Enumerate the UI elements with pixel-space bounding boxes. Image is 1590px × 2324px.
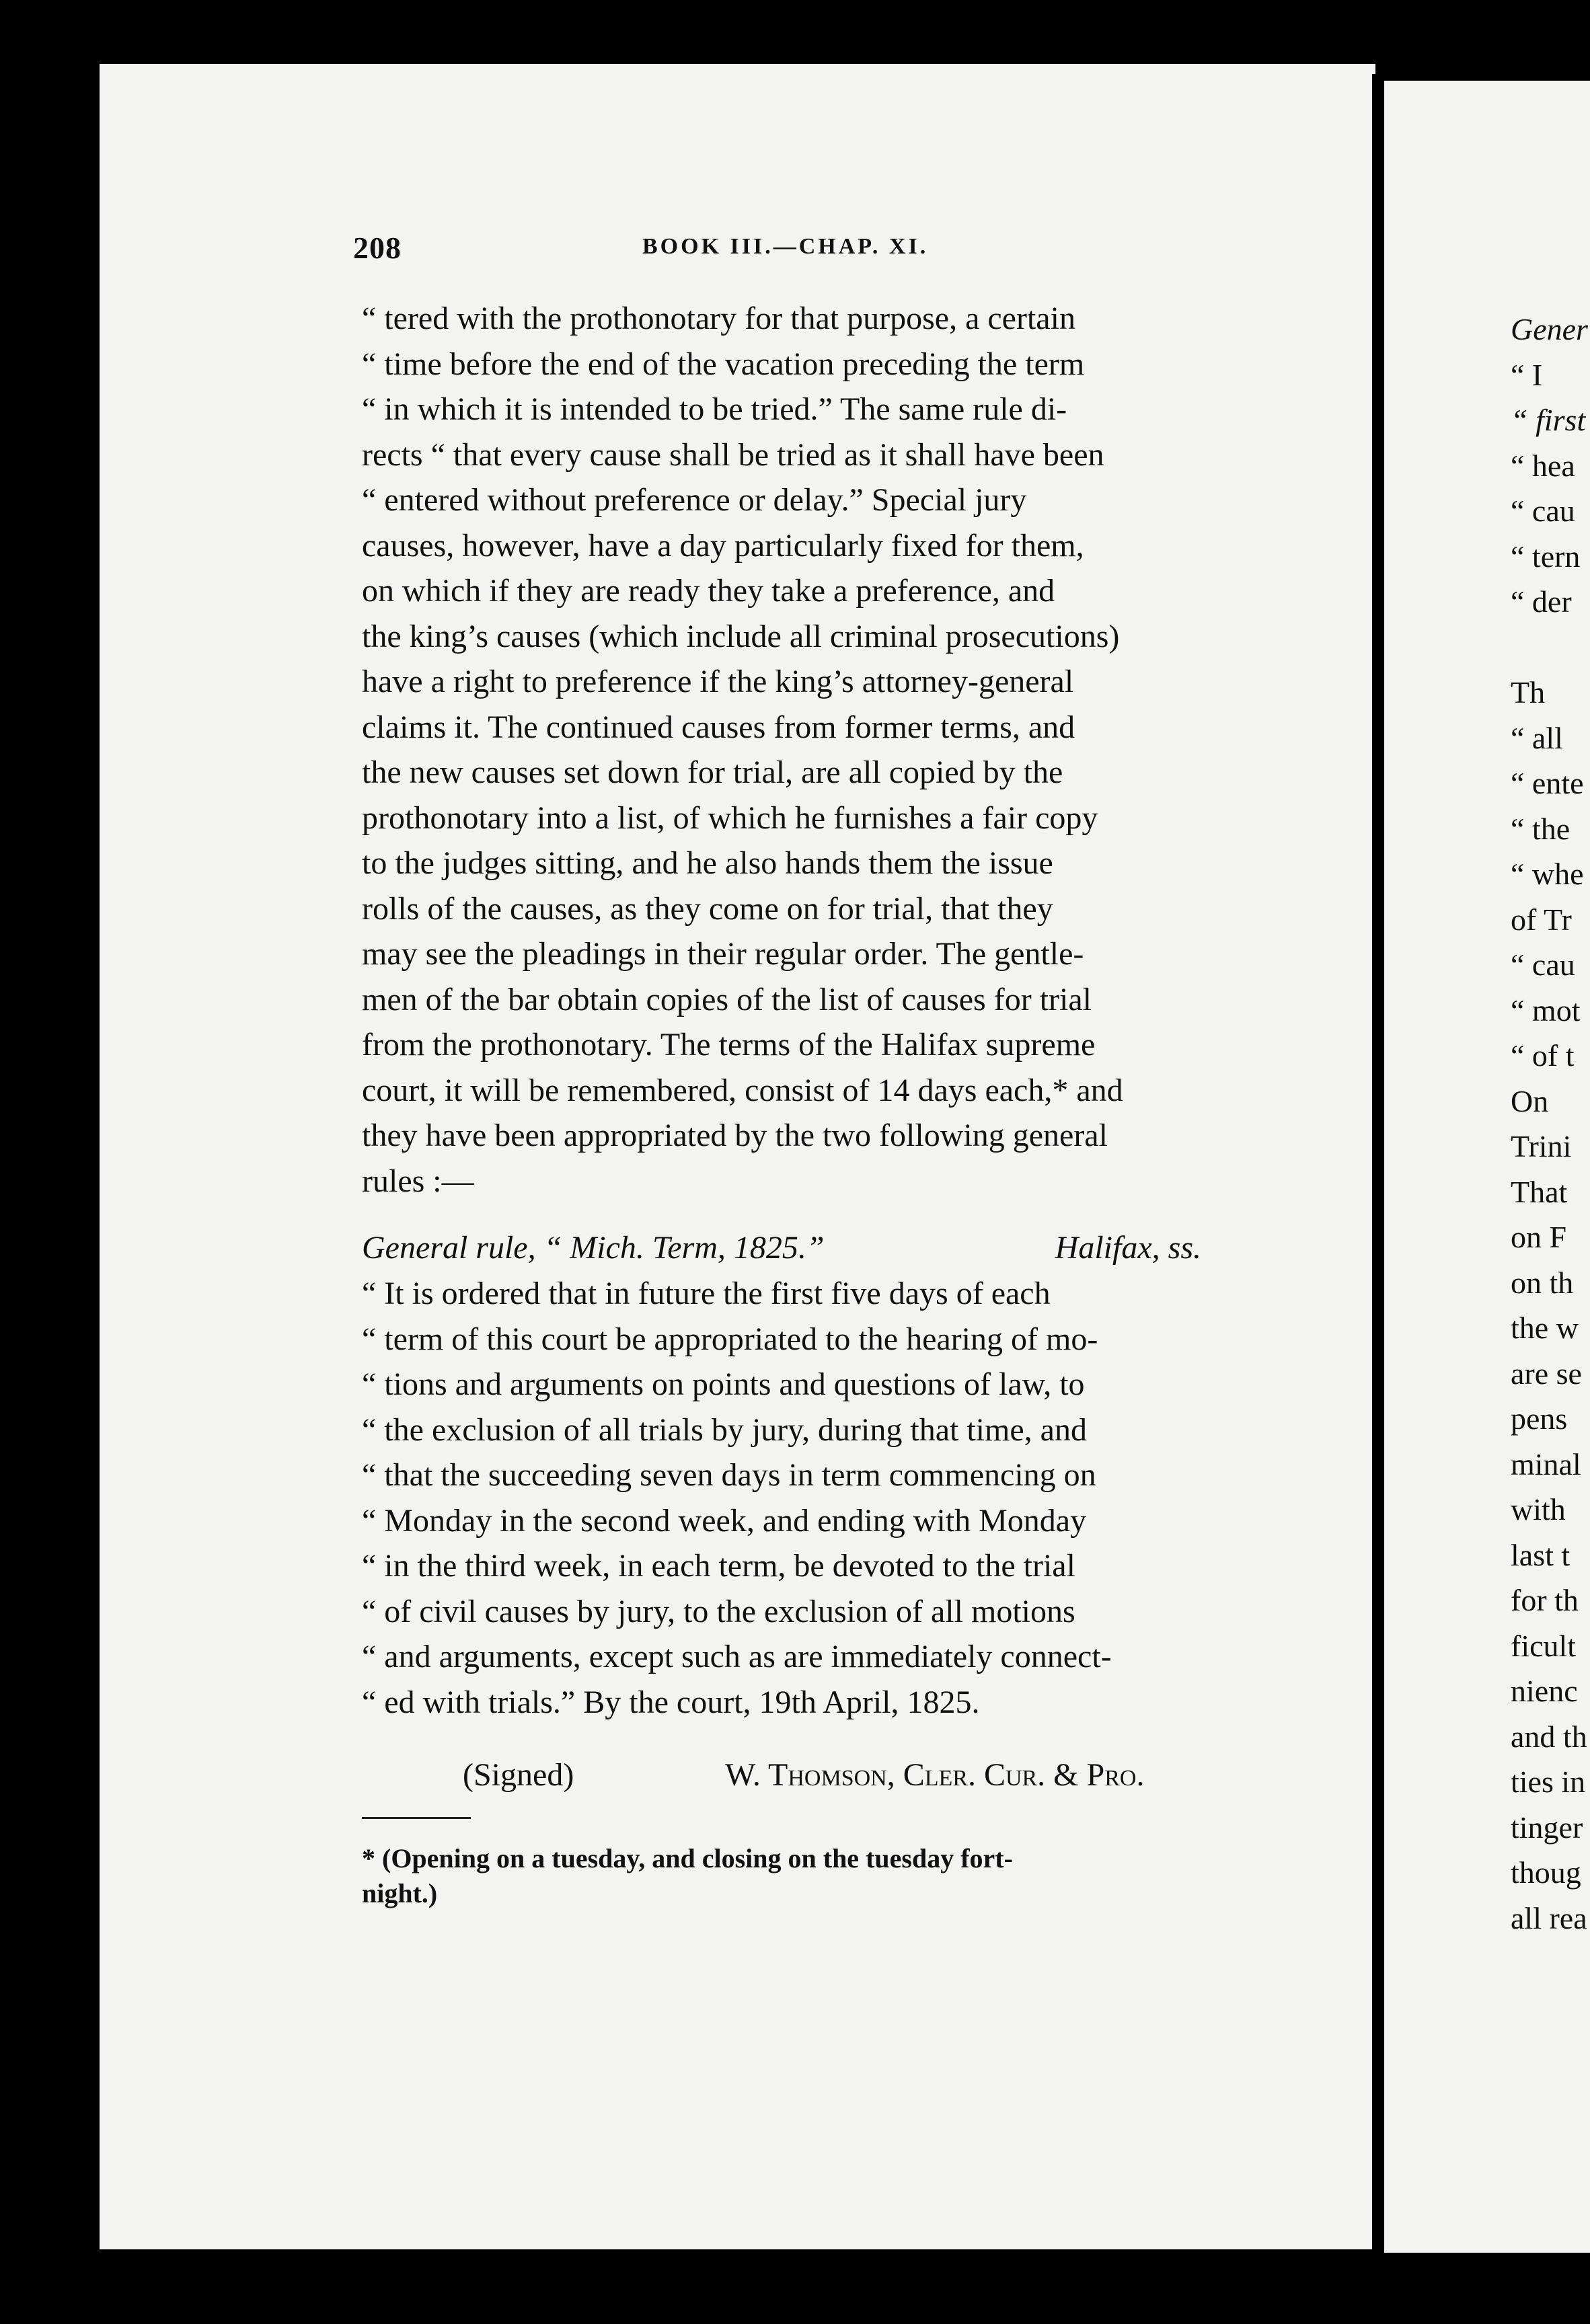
text-line: they have been appropriated by the two following general — [362, 1118, 1108, 1153]
right-text-fragment: of Tr — [1511, 902, 1572, 937]
right-text-fragment: ties in — [1511, 1765, 1586, 1799]
footnote-line: * (Opening on a tuesday, and closing on the tuesday fort- — [362, 1843, 1013, 1873]
right-text-fragment: “ all — [1511, 720, 1563, 755]
text-line: have a right to preference if the king’s attorney-general — [362, 664, 1074, 699]
rule-text — [362, 1271, 1248, 1725]
signature-line — [362, 1752, 1248, 1797]
footnote-divider — [362, 1817, 471, 1819]
text-line: “ time before the end of the vacation preceding the term — [362, 346, 1085, 382]
right-text-fragment: thoug — [1511, 1855, 1581, 1890]
right-page-text — [1511, 307, 1590, 1941]
text-line: claims it. The continued causes from former terms, and — [362, 709, 1075, 745]
footnote-line: night.) — [362, 1878, 438, 1908]
text-line: causes, however, have a day particularly fixed for them, — [362, 527, 1084, 564]
text-line: the king’s causes (which include all criminal prosecutions) — [362, 618, 1120, 654]
text-line: “ in which it is intended to be tried.” The same rule di- — [362, 391, 1067, 427]
page-gutter — [1372, 74, 1384, 2253]
rule-line: “ in the third week, in each term, be devoted to the trial — [362, 1548, 1075, 1584]
right-text-fragment: “ whe — [1511, 857, 1584, 891]
text-line: “ tered with the prothonotary for that purpose, a certain — [362, 301, 1075, 336]
right-text-fragment: “ mot — [1511, 993, 1581, 1028]
right-text-fragment: Th — [1511, 675, 1546, 709]
text-line: from the prothonotary. The terms of the Halifax supreme — [362, 1027, 1096, 1062]
text-line: to the judges sitting, and he also hands them the issue — [362, 845, 1053, 881]
rule-title: General rule, “ Mich. Term, 1825.” — [362, 1230, 825, 1266]
right-text-fragment: with — [1511, 1492, 1566, 1526]
right-text-fragment: “ of t — [1511, 1038, 1575, 1073]
rule-line: “ tions and arguments on points and questions of law, to — [362, 1366, 1085, 1402]
right-text-fragment: minal — [1511, 1446, 1581, 1481]
right-text-fragment: Gener — [1511, 312, 1588, 346]
right-text-fragment: all rea — [1511, 1900, 1587, 1935]
text-line: rolls of the causes, as they come on for trial, that they — [362, 890, 1053, 927]
right-text-fragment: “ I — [1511, 357, 1543, 392]
right-text-fragment: “ tern — [1511, 539, 1581, 574]
right-text-fragment: last t — [1511, 1537, 1570, 1572]
page-number: 208 — [353, 231, 402, 265]
rule-line: “ of civil causes by jury, to the exclusion of all motions — [362, 1593, 1075, 1629]
text-line: “ entered without preference or delay.” Special jury — [362, 482, 1027, 518]
right-text-fragment: On — [1511, 1083, 1549, 1118]
text-line: rules :— — [362, 1163, 474, 1199]
text-line: may see the pleadings in their regular order. The gentle- — [362, 936, 1084, 972]
right-text-fragment: and th — [1511, 1719, 1587, 1754]
rule-line: “ and arguments, except such as are immediately connect- — [362, 1639, 1112, 1674]
footnote — [362, 1841, 1248, 1911]
rule-line: “ ed with trials.” By the court, 19th April, 1825. — [362, 1684, 980, 1720]
right-text-fragment: are se — [1511, 1356, 1582, 1391]
rule-heading — [362, 1225, 1248, 1270]
rule-line: “ term of this court be appropriated to the hearing of mo- — [362, 1321, 1098, 1357]
text-line: rects “ that every cause shall be tried as it shall have been — [362, 436, 1104, 473]
right-text-fragment — [1511, 625, 1590, 670]
rule-line: “ Monday in the second week, and ending with Monday — [362, 1502, 1087, 1539]
right-text-fragment: “ ente — [1511, 766, 1584, 800]
rule-line: “ the exclusion of all trials by jury, during that time, and — [362, 1411, 1087, 1448]
right-text-fragment: tinger — [1511, 1810, 1583, 1845]
right-text-fragment: “ hea — [1511, 448, 1575, 483]
signature-name: W. Thomson, Cler. Cur. & Pro. — [725, 1757, 1145, 1793]
right-text-fragment: “ cau — [1511, 947, 1575, 982]
text-line: on which if they are ready they take a preference, and — [362, 573, 1055, 609]
right-text-fragment: the w — [1511, 1311, 1579, 1345]
text-line: court, it will be remembered, consist of 14 days each,* and — [362, 1072, 1123, 1108]
right-text-fragment: on th — [1511, 1265, 1574, 1300]
right-text-fragment: on F — [1511, 1220, 1567, 1254]
rule-line: “ that the succeeding seven days in term commencing on — [362, 1457, 1096, 1493]
body-text — [362, 296, 1248, 1204]
page-header — [353, 230, 1248, 270]
signature-label: (Signed) — [463, 1757, 574, 1793]
rule-venue: Halifax, ss. — [1055, 1230, 1201, 1266]
text-line: the new causes set down for trial, are all copied by the — [362, 754, 1063, 790]
text-line: men of the bar obtain copies of the list of causes for trial — [362, 981, 1092, 1017]
right-text-fragment: “ der — [1511, 584, 1572, 619]
right-text-fragment: pens — [1511, 1401, 1568, 1436]
right-text-fragment: “ first — [1511, 403, 1586, 437]
right-text-fragment: nienc — [1511, 1674, 1578, 1708]
running-head: BOOK III.—CHAP. XI. — [642, 234, 929, 259]
right-text-fragment: ficult — [1511, 1628, 1577, 1663]
right-text-fragment: That — [1511, 1174, 1568, 1209]
right-text-fragment: Trini — [1511, 1129, 1572, 1163]
text-line: prothonotary into a list, of which he furnishes a fair copy — [362, 800, 1098, 836]
rule-line: “ It is ordered that in future the first five days of each — [362, 1276, 1051, 1311]
right-text-fragment: for th — [1511, 1583, 1579, 1617]
right-text-fragment: “ cau — [1511, 494, 1575, 528]
right-text-fragment: “ the — [1511, 811, 1570, 846]
